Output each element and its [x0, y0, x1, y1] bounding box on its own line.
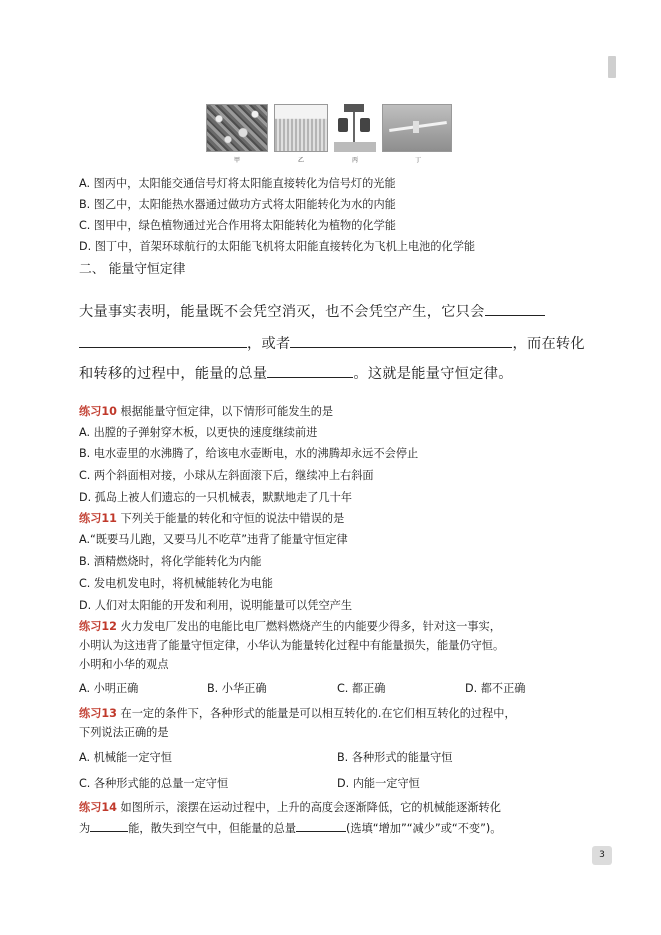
ex10-option-c: C. 两个斜面相对接，小球从左斜面滚下后，继续冲上右斜面 [79, 469, 374, 482]
ex12-stem-text-1: 火力发电厂发出的电能比电厂燃料燃烧产生的内能要少得多，针对这一事实， [116, 620, 501, 633]
blank-4 [267, 362, 353, 378]
caption-yi: 乙 [298, 157, 305, 164]
ex12-option-c: C. 都正确 [337, 682, 386, 695]
ex13-option-c: C. 各种形式能的总量一定守恒 [79, 777, 229, 790]
ex13-option-a: A. 机械能一定守恒 [79, 751, 172, 764]
ex14-stem-text-2a: 为 [79, 822, 91, 835]
caption-jia: 甲 [234, 157, 241, 164]
ex11-option-a: A.“既要马儿跑，又要马儿不吃草”违背了能量守恒定律 [79, 533, 348, 546]
photo-plants [206, 104, 268, 152]
page-number: 3 [592, 846, 612, 865]
ex14-blank-2 [296, 819, 346, 832]
ex10-stem-text: 根据能量守恒定律，以下情形可能发生的是 [116, 405, 334, 418]
ex12-option-d: D. 都不正确 [465, 682, 526, 695]
ex11-option-b: B. 酒精燃烧时，将化学能转化为内能 [79, 555, 262, 568]
law-line-2 [79, 332, 585, 355]
ex13-label: 练习13 [79, 707, 117, 720]
ex12-option-a: A. 小明正确 [79, 682, 139, 695]
ex12-options [79, 681, 579, 697]
ex14-stem-text-2c: (选填“增加”“减少”或“不变”)。 [346, 822, 502, 835]
ex10-option-d: D. 孤岛上被人们遗忘的一只机械表，默默地走了几十年 [79, 491, 353, 504]
law-line-3 [79, 362, 513, 385]
law-line-1 [79, 300, 545, 323]
ex10-label: 练习10 [79, 405, 117, 418]
q9-option-a: A. 图丙中，太阳能交通信号灯将太阳能直接转化为信号灯的光能 [79, 177, 396, 190]
ex14-blank-1 [90, 819, 128, 832]
caption-ding: 丁 [415, 157, 422, 164]
ex11-label: 练习11 [79, 512, 117, 525]
caption-bing: 丙 [352, 157, 359, 164]
section-heading: 二、 能量守恒定律 [79, 262, 186, 277]
ex11-option-c: C. 发电机发电时，将机械能转化为电能 [79, 577, 273, 590]
q9-option-b: B. 图乙中，太阳能热水器通过做功方式将太阳能转化为水的内能 [79, 198, 396, 211]
ex13-stem-1 [79, 706, 516, 722]
ex13-stem-2: 下列说法正确的是 [79, 726, 169, 739]
ex13-stem-text-1: 在一定的条件下，各种形式的能量是可以相互转化的.在它们相互转化的过程中， [116, 707, 516, 720]
law-text-2a: ，或者 [247, 336, 291, 352]
ex14-label: 练习14 [79, 801, 117, 814]
law-text-3a: 和转移的过程中，能量的总量 [79, 366, 268, 382]
q9-option-d: D. 图丁中，首架环球航行的太阳能飞机将太阳能直接转化为飞机上电池的化学能 [79, 240, 476, 253]
q9-option-c: C. 图甲中，绿色植物通过光合作用将太阳能转化为植物的化学能 [79, 219, 396, 232]
ex11-stem-text: 下列关于能量的转化和守恒的说法中错误的是 [116, 512, 345, 525]
photo-solar-traffic-light [334, 104, 376, 152]
ex11-option-d: D. 人们对太阳能的开发和利用，说明能量可以凭空产生 [79, 599, 353, 612]
ex12-stem-1 [79, 619, 501, 635]
ex10-option-a: A. 出膛的子弹射穿木板，以更快的速度继续前进 [79, 426, 318, 439]
blank-2 [79, 332, 247, 348]
ex13-options-row2 [79, 776, 579, 792]
law-text-1: 大量事实表明，能量既不会凭空消灭，也不会凭空产生，它只会 [79, 304, 485, 320]
blank-1 [485, 300, 545, 316]
ex12-stem-2: 小明认为这违背了能量守恒定律，小华认为能量转化过程中有能量损失，能量仍守恒。 [79, 639, 505, 652]
ex13-option-b: B. 各种形式的能量守恒 [337, 751, 453, 764]
ex14-stem-text-2b: 能，散失到空气中，但能量的总量 [128, 822, 297, 835]
ex12-stem-3: 小明和小华的观点 [79, 658, 169, 671]
law-text-2b: ，而在转化 [512, 336, 585, 352]
ex10-stem [79, 404, 333, 420]
photo-solar-water-heater [274, 104, 328, 152]
ex12-option-b: B. 小华正确 [207, 682, 267, 695]
ex12-label: 练习12 [79, 620, 117, 633]
photo-solar-plane [382, 104, 452, 152]
law-text-3b: 。这就是能量守恒定律。 [353, 366, 513, 382]
blank-3 [290, 332, 512, 348]
ex11-stem [79, 511, 344, 527]
ex14-stem-2 [79, 819, 501, 837]
ex13-option-d: D. 内能一定守恒 [337, 777, 420, 790]
ex14-stem-1 [79, 800, 501, 816]
ex10-option-b: B. 电水壶里的水沸腾了，给该电水壶断电，水的沸腾却永远不会停止 [79, 447, 419, 460]
page-edge-tab [608, 56, 616, 78]
ex14-stem-text-1: 如图所示，滚摆在运动过程中，上升的高度会逐渐降低，它的机械能逐渐转化 [116, 801, 501, 814]
ex13-options-row1 [79, 750, 579, 766]
